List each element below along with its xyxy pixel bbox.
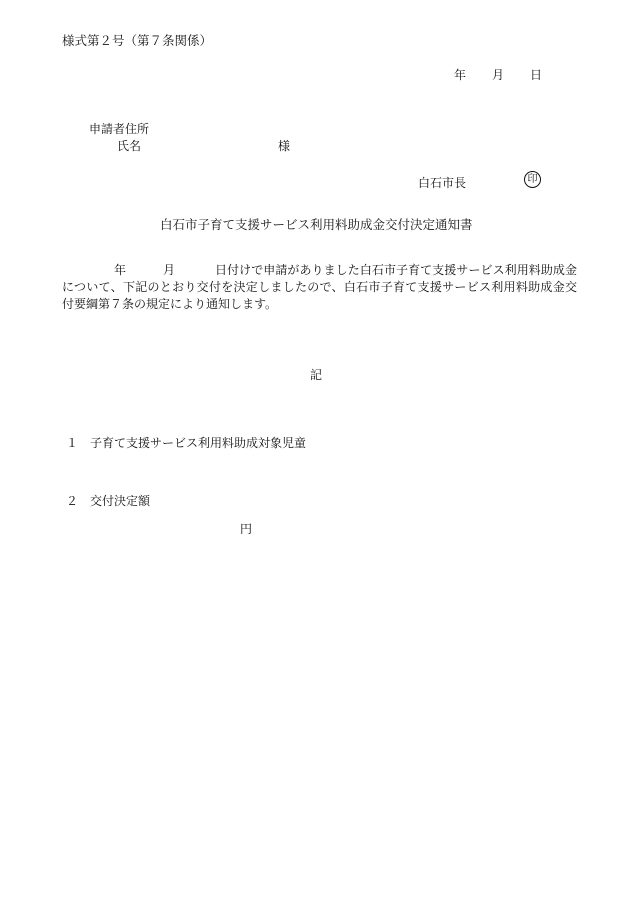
amount-unit: 円 — [240, 522, 253, 536]
item-target-children: １ 子育て支援サービス利用料助成対象児童 — [66, 436, 307, 450]
seal-icon: 印 — [524, 171, 541, 188]
applicant-name-label: 氏名 — [117, 139, 142, 153]
date-day-label: 日 — [530, 68, 543, 82]
item-grant-amount: ２ 交付決定額 — [66, 494, 151, 508]
form-number: 様式第２号（第７条関係） — [62, 33, 213, 48]
honorific-label: 様 — [278, 139, 291, 153]
issuer-title: 白石市長 — [418, 176, 467, 190]
body-paragraph: 日付けで申請がありました白石市子育て支援サービス利用料助成金について、下記のとおり交付を決定しましたので、白石市子育て支援サービス利用料助成金交付要綱第７条の規定により通知します。 — [62, 263, 577, 311]
applicant-address-label: 申請者住所 — [89, 122, 150, 136]
document-title: 白石市子育て支援サービス利用料助成金交付決定通知書 — [160, 217, 473, 232]
ki-heading: 記 — [310, 368, 323, 382]
body-month-label: 月 — [163, 263, 176, 277]
date-year-label: 年 — [454, 68, 467, 82]
date-month-label: 月 — [492, 68, 505, 82]
body-year-label: 年 — [114, 263, 127, 277]
